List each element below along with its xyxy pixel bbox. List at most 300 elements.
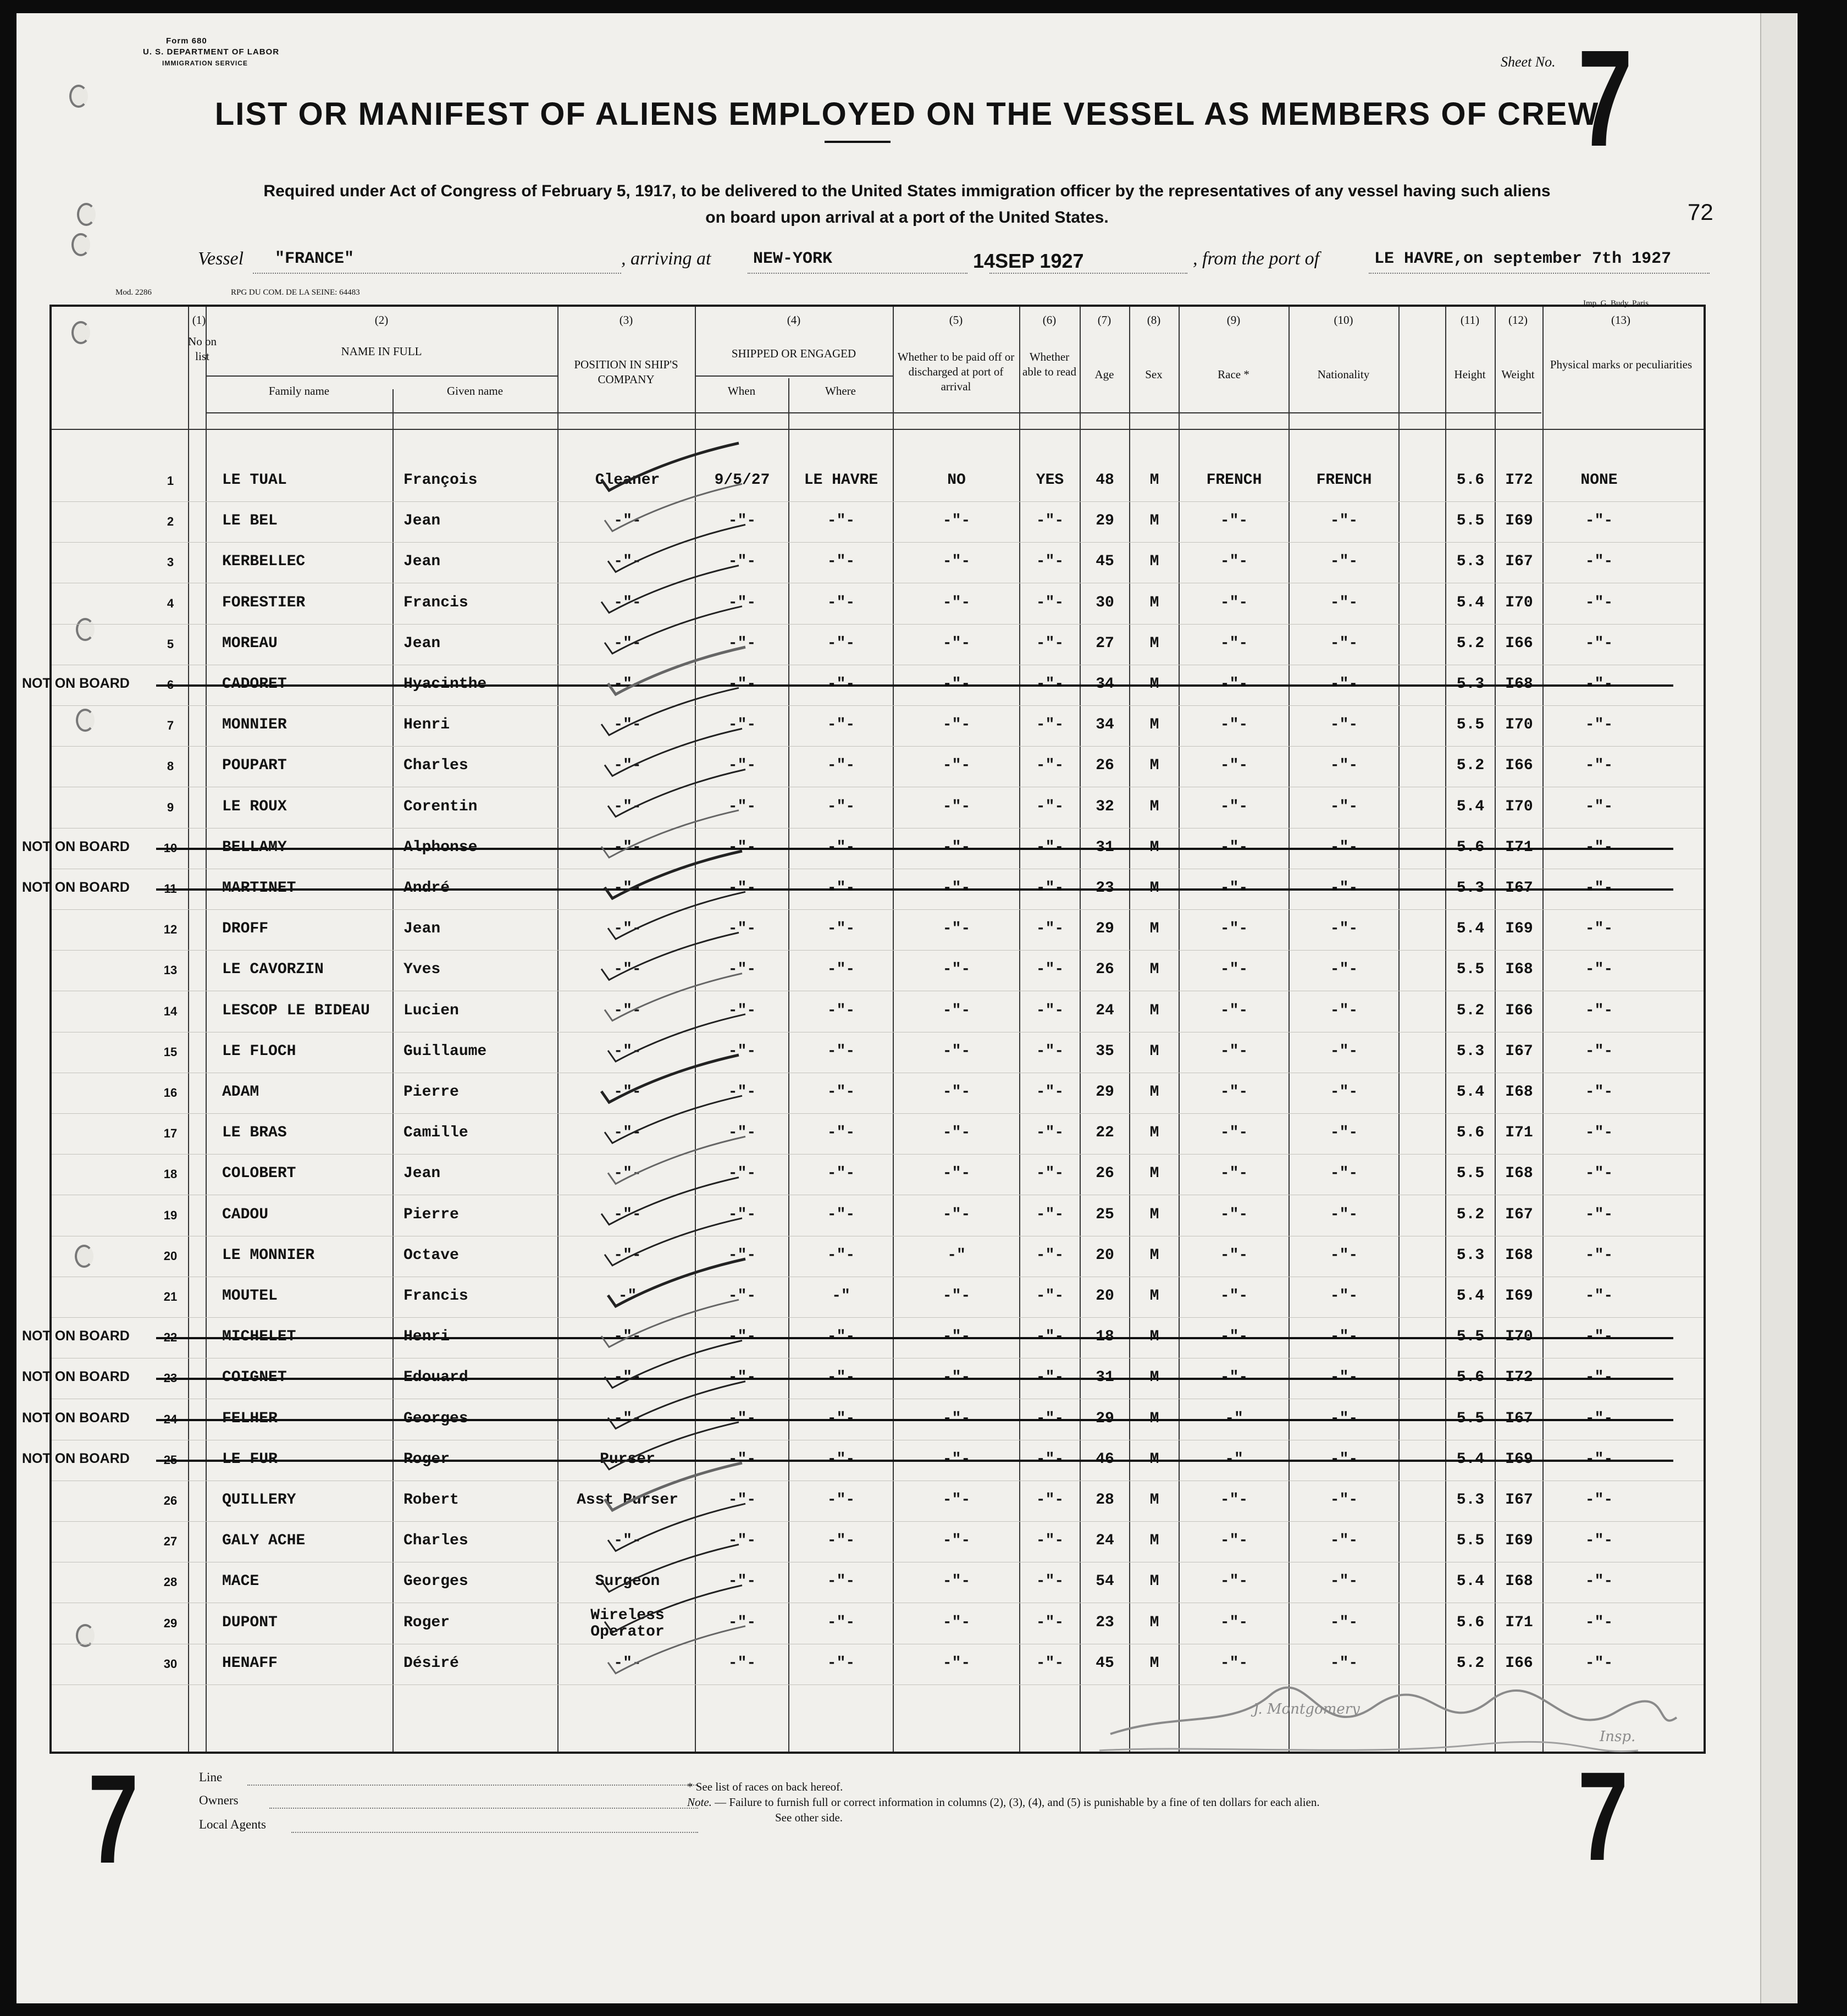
cell-sex: M	[1149, 512, 1159, 530]
cell-family: LE BRAS	[222, 1124, 287, 1142]
cell-height: 5.4	[1456, 594, 1485, 611]
cell-nationality: -"-	[1330, 757, 1358, 775]
cell-position: -"-	[613, 1246, 642, 1264]
cell-age: 29	[1096, 1084, 1114, 1101]
cell-marks: -"-	[1585, 920, 1613, 938]
manifest-sheet	[16, 13, 1798, 2003]
cell-age: 54	[1096, 1573, 1114, 1590]
cell-given: Jean	[403, 920, 441, 938]
cell-weight: I69	[1505, 920, 1533, 938]
arrival-date-stamp: 14SEP 1927	[973, 250, 1084, 272]
note-text: — Failure to furnish full or correct information in columns (2), (3), (4), and (5) is punishable by a fine of ten dollars for each alien.	[715, 1796, 1320, 1809]
cell-family: POUPART	[222, 757, 287, 775]
cell-height: 5.4	[1456, 920, 1485, 938]
cell-where: -"-	[827, 798, 855, 815]
cell-weight: I67	[1505, 1492, 1533, 1509]
row-number: 7	[167, 719, 174, 733]
cell-marks: -"-	[1585, 1124, 1613, 1142]
cell-nationality: -"-	[1330, 512, 1358, 530]
cell-where: -"-	[827, 1614, 855, 1631]
row-number: 19	[163, 1208, 178, 1222]
cell-given: Jean	[403, 553, 441, 571]
cell-nationality: -"-	[1330, 1165, 1358, 1183]
cell-age: 29	[1096, 512, 1114, 530]
cell-paid: -"-	[942, 512, 971, 530]
row-number: 20	[163, 1249, 178, 1263]
col13-header: Physical marks or peculiarities	[1550, 358, 1693, 371]
cell-position: -"-	[613, 1165, 642, 1183]
cell-nationality: -"-	[1330, 798, 1358, 815]
check-mark	[605, 974, 742, 1021]
cell-sex: M	[1149, 1206, 1159, 1223]
check-mark	[601, 1422, 739, 1470]
cell-marks: -"-	[1585, 1573, 1613, 1590]
cell-where: -"-	[827, 1532, 855, 1550]
cell-paid: -"-	[942, 1532, 971, 1550]
check-mark	[608, 1014, 745, 1062]
cell-given: Pierre	[403, 1206, 459, 1223]
row-number: 5	[167, 637, 174, 651]
check-mark	[601, 1300, 739, 1347]
cell-marks: -"-	[1585, 512, 1613, 530]
department-name: U. S. DEPARTMENT OF LABOR	[143, 47, 280, 57]
cell-read: -"-	[1036, 1206, 1064, 1223]
col12-number: (12)	[1508, 313, 1528, 327]
cell-family: LE BEL	[222, 512, 278, 530]
cell-marks: -"-	[1585, 1002, 1613, 1019]
not-on-board-stamp: NOT ON BOARD	[22, 676, 130, 691]
cell-paid: -"-	[942, 1002, 971, 1019]
cell-when: -"-	[728, 1288, 756, 1305]
row-number: 1	[167, 474, 174, 488]
check-mark	[605, 1096, 742, 1143]
cell-family: MONNIER	[222, 716, 287, 734]
cell-given: Charles	[403, 1532, 468, 1550]
col3-header: POSITION IN SHIP'S COMPANY	[574, 358, 678, 386]
col11-header: Height	[1454, 368, 1486, 381]
cell-paid: -"-	[942, 634, 971, 652]
cell-race: -"-	[1220, 1492, 1248, 1509]
col12-header: Weight	[1501, 368, 1535, 381]
cell-when: -"-	[728, 716, 756, 734]
check-mark	[601, 932, 739, 980]
cell-where: -"-	[827, 1124, 855, 1142]
cell-race: FRENCH	[1206, 472, 1262, 489]
cell-marks: -"-	[1585, 798, 1613, 815]
line-rule	[247, 1785, 698, 1786]
cell-position: -"-	[613, 1654, 642, 1672]
cell-height: 5.3	[1456, 1246, 1485, 1264]
cell-height: 5.5	[1456, 512, 1485, 530]
cell-when: -"-	[728, 798, 756, 815]
col13-number: (13)	[1611, 313, 1630, 327]
row-number: 14	[163, 1004, 178, 1018]
not-on-board-stamp: NOT ON BOARD	[22, 838, 130, 854]
cell-when: -"-	[728, 1573, 756, 1590]
cell-nationality: -"-	[1330, 1492, 1358, 1509]
cell-where: -"-	[827, 512, 855, 530]
form-number: Form 680	[166, 36, 207, 46]
cell-race: -"-	[1220, 512, 1248, 530]
cell-where: -"-	[827, 1084, 855, 1101]
cell-where: -"-	[827, 553, 855, 571]
cell-family: LESCOP LE BIDEAU	[222, 1002, 370, 1019]
cell-when: -"-	[728, 1246, 756, 1264]
cell-marks: -"-	[1585, 961, 1613, 979]
cell-position: -"-	[613, 1532, 642, 1550]
check-mark	[605, 1463, 742, 1510]
cell-marks: -"-	[1585, 1492, 1613, 1509]
cell-position: -"-	[613, 1124, 642, 1142]
cell-when: -"-	[728, 1492, 756, 1509]
cell-sex: M	[1149, 961, 1159, 979]
cell-where: LE HAVRE	[804, 472, 878, 489]
cell-paid: -"	[947, 1246, 966, 1264]
cell-when: -"-	[728, 1124, 756, 1142]
from-port-label: , from the port of	[1193, 248, 1320, 269]
cell-height: 5.3	[1456, 1492, 1485, 1509]
cell-sex: M	[1149, 1492, 1159, 1509]
cell-read: -"-	[1036, 1532, 1064, 1550]
cell-race: -"-	[1220, 1042, 1248, 1060]
cell-given: Roger	[403, 1614, 450, 1631]
cell-weight: I68	[1505, 1165, 1533, 1183]
cell-sex: M	[1149, 757, 1159, 775]
row-number: 18	[163, 1167, 178, 1181]
cell-marks: -"-	[1585, 1084, 1613, 1101]
col2-given-header: Given name	[446, 384, 504, 397]
check-mark	[605, 1340, 742, 1388]
cell-sex: M	[1149, 1614, 1159, 1631]
cell-marks: -"-	[1585, 1042, 1613, 1060]
row-number: 26	[163, 1494, 178, 1507]
cell-height: 5.6	[1456, 472, 1485, 489]
cell-family: LE TUAL	[222, 472, 287, 489]
cell-nationality: -"-	[1330, 1614, 1358, 1631]
cell-height: 5.4	[1456, 798, 1485, 815]
cell-race: -"-	[1220, 716, 1248, 734]
cell-where: -"	[832, 1288, 850, 1305]
cell-paid: -"-	[942, 594, 971, 611]
cell-when: 9/5/27	[714, 472, 770, 489]
cell-paid: -"-	[942, 716, 971, 734]
cell-race: -"-	[1220, 1002, 1248, 1019]
cell-when: -"-	[728, 634, 756, 652]
cell-race: -"-	[1220, 1124, 1248, 1142]
races-note: * See list of races on back hereof.	[687, 1780, 843, 1793]
check-mark	[605, 1586, 742, 1633]
cell-weight: I67	[1505, 1206, 1533, 1223]
cell-where: -"-	[827, 634, 855, 652]
cell-where: -"-	[827, 920, 855, 938]
cell-family: QUILLERY	[222, 1492, 296, 1509]
cell-race: -"-	[1220, 1573, 1248, 1590]
not-on-board-stamp: NOT ON BOARD	[22, 1410, 130, 1426]
cell-sex: M	[1149, 1042, 1159, 1060]
cell-family: LE MONNIER	[222, 1246, 315, 1264]
cell-paid: -"-	[942, 1165, 971, 1183]
check-mark	[608, 892, 745, 939]
cell-paid: -"-	[942, 1614, 971, 1631]
cell-position: Cleaner	[595, 472, 660, 489]
cell-age: 45	[1096, 553, 1114, 571]
service-name: IMMIGRATION SERVICE	[162, 59, 248, 67]
manifest-table	[22, 305, 1706, 1754]
subtitle-line-2: on board upon arrival at a port of the United States.	[705, 208, 1109, 227]
cell-weight: I69	[1505, 1288, 1533, 1305]
cell-weight: I71	[1505, 1614, 1533, 1631]
cell-position: -"-	[613, 634, 642, 652]
cell-height: 5.2	[1456, 634, 1485, 652]
row-number: 28	[163, 1575, 178, 1589]
title-rule	[825, 141, 891, 143]
check-mark	[608, 524, 745, 572]
cell-height: 5.6	[1456, 1614, 1485, 1631]
cell-marks: -"-	[1585, 716, 1613, 734]
cell-given: Jean	[403, 1165, 441, 1183]
cell-race: -"-	[1220, 1288, 1248, 1305]
check-mark	[608, 1504, 745, 1551]
cell-paid: -"-	[942, 1573, 971, 1590]
cell-where: -"-	[827, 594, 855, 611]
cell-nationality: -"-	[1330, 716, 1358, 734]
cell-race: -"-	[1220, 1165, 1248, 1183]
cell-age: 25	[1096, 1206, 1114, 1223]
owners-label: Owners	[199, 1793, 239, 1807]
col6-number: (6)	[1042, 313, 1057, 327]
check-mark	[601, 1178, 739, 1225]
cell-when: -"-	[728, 1165, 756, 1183]
cell-sex: M	[1149, 1288, 1159, 1305]
cell-age: 34	[1096, 716, 1114, 734]
cell-sex: M	[1149, 1165, 1159, 1183]
arriving-label: , arriving at	[621, 248, 711, 269]
col4-where-header: Where	[825, 384, 856, 397]
check-marks	[52, 307, 1704, 1752]
note-label: Note.	[687, 1796, 712, 1809]
cell-paid: -"-	[942, 1288, 971, 1305]
cell-sex: M	[1149, 1532, 1159, 1550]
cell-age: 26	[1096, 961, 1114, 979]
vessel-label: Vessel	[198, 248, 244, 269]
cell-height: 5.5	[1456, 1532, 1485, 1550]
cell-race: -"-	[1220, 1206, 1248, 1223]
cell-sex: M	[1149, 472, 1159, 489]
cell-position: -"-	[613, 961, 642, 979]
check-mark	[605, 606, 742, 654]
cell-read: YES	[1036, 472, 1064, 489]
page-mark: 72	[1688, 199, 1713, 225]
cell-marks: -"-	[1585, 634, 1613, 652]
cell-height: 5.2	[1456, 1206, 1485, 1223]
col5-number: (5)	[949, 313, 963, 327]
cell-paid: -"-	[942, 1084, 971, 1101]
cell-age: 22	[1096, 1124, 1114, 1142]
row-number: 29	[163, 1616, 178, 1630]
cell-where: -"-	[827, 757, 855, 775]
cell-where: -"-	[827, 716, 855, 734]
check-mark	[608, 1259, 745, 1306]
cell-where: -"-	[827, 1206, 855, 1223]
col4-when-header: When	[727, 384, 756, 397]
cell-read: -"-	[1036, 1002, 1064, 1019]
cell-marks: -"-	[1585, 553, 1613, 571]
cell-given: Charles	[403, 757, 468, 775]
cell-when: -"-	[728, 1084, 756, 1101]
cell-when: -"-	[728, 594, 756, 611]
row-number: 9	[167, 800, 174, 814]
cell-paid: -"-	[942, 798, 971, 815]
cell-marks: -"-	[1585, 1654, 1613, 1672]
check-mark	[601, 810, 739, 858]
col2-header: NAME IN FULL	[341, 345, 422, 358]
not-on-board-stamp: NOT ON BOARD	[22, 880, 130, 895]
row-number: 8	[167, 759, 174, 774]
cell-given: Francis	[403, 594, 468, 611]
check-mark	[601, 566, 739, 613]
cell-paid: -"-	[942, 920, 971, 938]
cell-position: -"-	[613, 757, 642, 775]
subtitle-line-1: Required under Act of Congress of February 5, 1917, to be delivered to the United States immigration officer by the representatives of any vessel having such aliens	[263, 182, 1551, 200]
cell-sex: M	[1149, 594, 1159, 611]
cell-when: -"-	[728, 1654, 756, 1672]
row-number: 15	[163, 1045, 178, 1059]
vessel-underline	[253, 273, 621, 274]
cell-age: 26	[1096, 1165, 1114, 1183]
cell-read: -"-	[1036, 1573, 1064, 1590]
cell-marks: -"-	[1585, 1246, 1613, 1264]
col5-header: Whether to be paid off or discharged at port of arrival	[897, 350, 1015, 393]
cell-given: Jean	[403, 512, 441, 530]
col1-header: No on list	[188, 335, 217, 363]
cell-nationality: -"-	[1330, 1654, 1358, 1672]
cell-family: FORESTIER	[222, 594, 306, 611]
col4-header: SHIPPED OR ENGAGED	[731, 347, 856, 360]
cell-where: -"-	[827, 1246, 855, 1264]
cell-given: Corentin	[403, 798, 478, 815]
signature-text: J. Montgomery	[1253, 1701, 1360, 1717]
agents-label: Local Agents	[199, 1818, 266, 1831]
cell-height: 5.4	[1456, 1573, 1485, 1590]
check-mark	[608, 1136, 745, 1184]
check-mark	[605, 1218, 742, 1266]
cell-marks: -"-	[1585, 1206, 1613, 1223]
col10-number: (10)	[1334, 313, 1353, 327]
col6-header: Whether able to read	[1022, 350, 1076, 378]
cell-nationality: -"-	[1330, 553, 1358, 571]
cell-sex: M	[1149, 798, 1159, 815]
cell-position: -"-	[613, 594, 642, 611]
cell-given: Henri	[403, 716, 450, 734]
cell-marks: NONE	[1580, 472, 1618, 489]
cell-position: -"-	[613, 553, 642, 571]
cell-family: LE ROUX	[222, 798, 287, 815]
cell-read: -"-	[1036, 1246, 1064, 1264]
cell-paid: -"-	[942, 1654, 971, 1672]
check-mark	[608, 1626, 745, 1673]
cell-paid: -"-	[942, 553, 971, 571]
cell-marks: -"-	[1585, 594, 1613, 611]
cell-weight: I70	[1505, 798, 1533, 815]
cell-family: GALY ACHE	[222, 1532, 306, 1550]
cell-weight: I72	[1505, 472, 1533, 489]
cell-marks: -"-	[1585, 1532, 1613, 1550]
cell-height: 5.6	[1456, 1124, 1485, 1142]
col11-number: (11)	[1460, 313, 1480, 327]
cell-weight: I66	[1505, 1654, 1533, 1672]
cell-nationality: -"-	[1330, 1246, 1358, 1264]
owners-rule	[269, 1808, 698, 1809]
cell-age: 29	[1096, 920, 1114, 938]
cell-weight: I66	[1505, 634, 1533, 652]
cell-weight: I71	[1505, 1124, 1533, 1142]
col8-header: Sex	[1145, 368, 1163, 381]
cell-position: -"-	[613, 1042, 642, 1060]
cell-read: -"-	[1036, 1654, 1064, 1672]
row-number: 2	[167, 515, 174, 529]
subtitle	[159, 178, 1655, 231]
cell-nationality: FRENCH	[1316, 472, 1372, 489]
cell-where: -"-	[827, 1042, 855, 1060]
cell-height: 5.5	[1456, 1165, 1485, 1183]
row-number: 13	[163, 963, 178, 977]
cell-read: -"-	[1036, 757, 1064, 775]
cell-given: Georges	[403, 1573, 468, 1590]
cell-read: -"-	[1036, 1084, 1064, 1101]
check-mark	[601, 688, 739, 735]
cell-given: Guillaume	[403, 1042, 487, 1060]
cell-position: -"-	[613, 512, 642, 530]
cell-height: 5.5	[1456, 961, 1485, 979]
cell-nationality: -"-	[1330, 961, 1358, 979]
cell-nationality: -"-	[1330, 634, 1358, 652]
sheet-number: 7	[1578, 21, 1633, 175]
agents-rule	[291, 1832, 698, 1833]
check-mark	[608, 770, 745, 817]
cell-age: 32	[1096, 798, 1114, 815]
cell-when: -"-	[728, 920, 756, 938]
cell-read: -"-	[1036, 594, 1064, 611]
cell-position: -"-	[613, 798, 642, 815]
sheet-label: Sheet No.	[1501, 54, 1556, 70]
cell-read: -"-	[1036, 798, 1064, 815]
col7-number: (7)	[1097, 313, 1111, 327]
cell-read: -"-	[1036, 634, 1064, 652]
cell-position: Asst Purser	[577, 1492, 678, 1509]
cell-sex: M	[1149, 1002, 1159, 1019]
cell-family: DROFF	[222, 920, 269, 938]
row-number: 17	[163, 1126, 178, 1141]
cell-given: Yves	[403, 961, 441, 979]
mod-label: Mod. 2286	[115, 288, 152, 297]
cell-race: -"-	[1220, 1246, 1248, 1264]
cell-given: Francis	[403, 1288, 468, 1305]
cell-position: -"	[618, 1288, 637, 1305]
cell-read: -"-	[1036, 961, 1064, 979]
cell-age: 20	[1096, 1288, 1114, 1305]
cell-position: -"-	[613, 1206, 642, 1223]
cell-weight: I68	[1505, 961, 1533, 979]
cell-when: -"-	[728, 553, 756, 571]
col1-number: (1)	[192, 313, 206, 327]
cell-position: Wireless Operator	[590, 1606, 665, 1641]
cell-read: -"-	[1036, 1492, 1064, 1509]
check-mark	[608, 647, 745, 694]
cell-nationality: -"-	[1330, 594, 1358, 611]
cell-sex: M	[1149, 553, 1159, 571]
row-number: 16	[163, 1086, 178, 1100]
cell-read: -"-	[1036, 920, 1064, 938]
